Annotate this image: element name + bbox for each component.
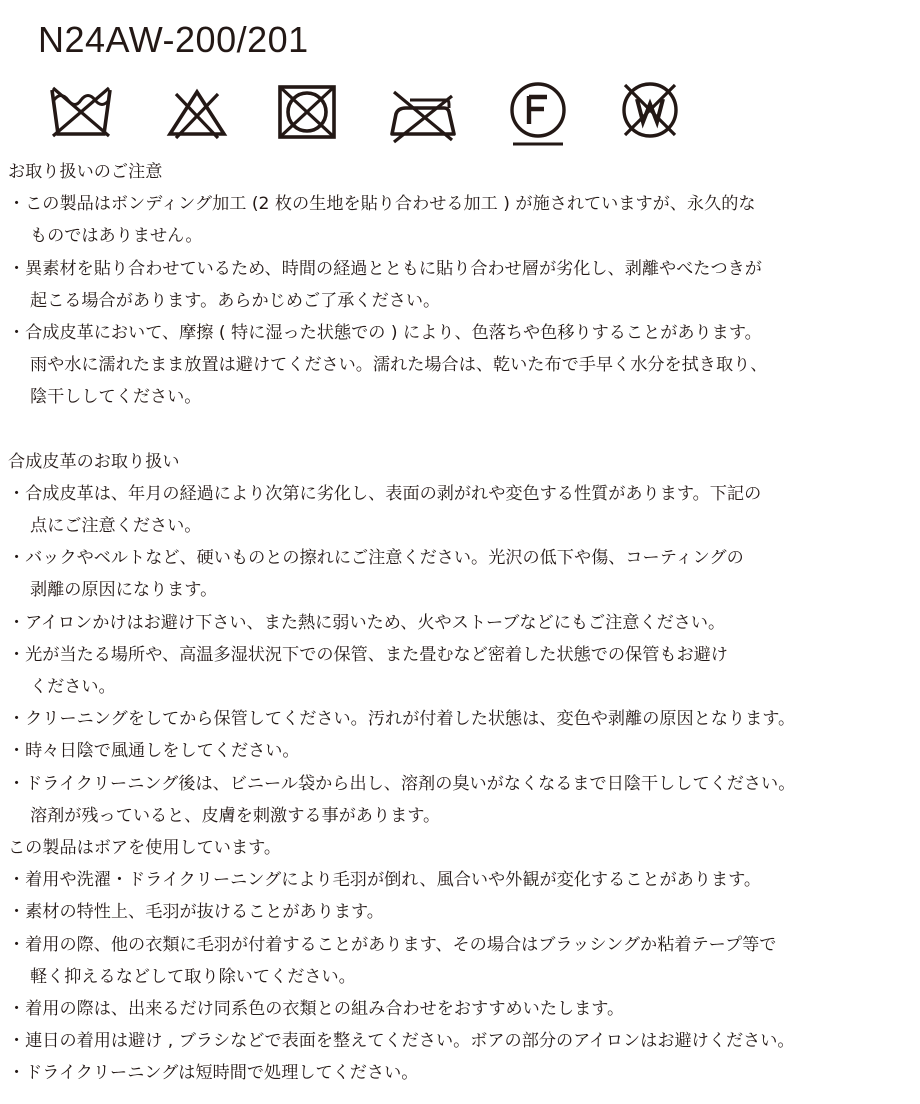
care-label-icons — [0, 80, 920, 150]
section-heading-boa: この製品はボアを使用しています。 — [8, 837, 282, 858]
wash-tub-crossed-icon — [46, 80, 116, 150]
wet-clean-w-crossed-icon — [615, 80, 685, 150]
section-spacer — [8, 414, 920, 446]
instruction-line: ・着用の際は、出来るだけ同系色の衣類との組み合わせをおすすめいたします。 — [8, 998, 625, 1019]
instruction-line: ・合成皮革は、年月の経過により次第に劣化し、表面の剥がれや変色する性質があります。下記の — [8, 483, 762, 504]
instruction-line: 溶剤が残っていると、皮膚を刺激する事があります。 — [29, 805, 441, 826]
instruction-line: 陰干ししてください。 — [29, 387, 202, 408]
instruction-line: ・この製品はボンディング加工 (2 枚の生地を貼り合わせる加工 ) が施されていますが、永久的な — [8, 194, 756, 215]
instruction-line: 点にご注意ください。 — [29, 516, 202, 537]
instruction-line: ・着用の際、他の衣類に毛羽が付着することがあります、その場合はブラッシングか粘着テープ等で — [8, 934, 777, 955]
instruction-line: ものではありません。 — [29, 226, 203, 247]
instruction-line: ・ドライクリーニングは短時間で処理してください。 — [8, 1063, 419, 1084]
dry-clean-f-icon — [503, 80, 573, 150]
instruction-line: ・クリーニングをしてから保管してください。汚れが付着した状態は、変色や剥離の原因となります。 — [8, 709, 796, 730]
instruction-line: 軽く抑えるなどして取り除いてください。 — [29, 966, 356, 987]
instruction-line: ・時々日陰で風通しをしてください。 — [8, 741, 300, 762]
instruction-line: ・アイロンかけはお避け下さい、また熱に弱いため、火やストーブなどにもご注意ください。 — [8, 612, 726, 633]
iron-crossed-icon — [386, 80, 456, 150]
instruction-line: ・バックやベルトなど、硬いものとの擦れにご注意ください。光沢の低下や傷、コーティングの — [8, 548, 744, 569]
instruction-line: 雨や水に濡れたまま放置は避けてください。濡れた場合は、乾いた布で手早く水分を拭き取り、 — [29, 355, 768, 376]
tumble-dry-crossed-icon — [272, 80, 342, 150]
instruction-line: 剥離の原因になります。 — [29, 580, 218, 601]
care-instructions — [8, 156, 920, 1089]
instruction-line: ・連日の着用は避け , ブラシなどで表面を整えてください。ボアの部分のアイロンはお避けください。 — [8, 1031, 795, 1052]
instruction-line: ・ドライクリーニング後は、ビニール袋から出し、溶剤の臭いがなくなるまで日陰干ししてください。 — [8, 773, 796, 794]
bleach-triangle-crossed-icon — [162, 80, 232, 150]
section-heading-synthetic-leather: 合成皮革のお取り扱い — [8, 451, 180, 472]
section-heading-handling: お取り扱いのご注意 — [8, 162, 163, 182]
instruction-line: ・合成皮革において、摩擦 ( 特に湿った状態での ) により、色落ちや色移りすることがあります。 — [8, 322, 762, 343]
instruction-line: ・着用や洗濯・ドライクリーニングにより毛羽が倒れ、風合いや外観が変化することがあります。 — [8, 870, 762, 891]
instruction-line: ・素材の特性上、毛羽が抜けることがあります。 — [8, 902, 384, 923]
product-code-title: N24AW-200/201 — [38, 19, 309, 60]
instruction-line: ・光が当たる場所や、高温多湿状況下での保管、また畳むなど密着した状態での保管もお避け — [8, 644, 728, 665]
instruction-line: ください。 — [29, 677, 116, 697]
instruction-line: ・異素材を貼り合わせているため、時間の経過とともに貼り合わせ層が劣化し、剥離やべたつきが — [8, 258, 762, 279]
instruction-line: 起こる場合があります。あらかじめご了承ください。 — [29, 290, 441, 311]
